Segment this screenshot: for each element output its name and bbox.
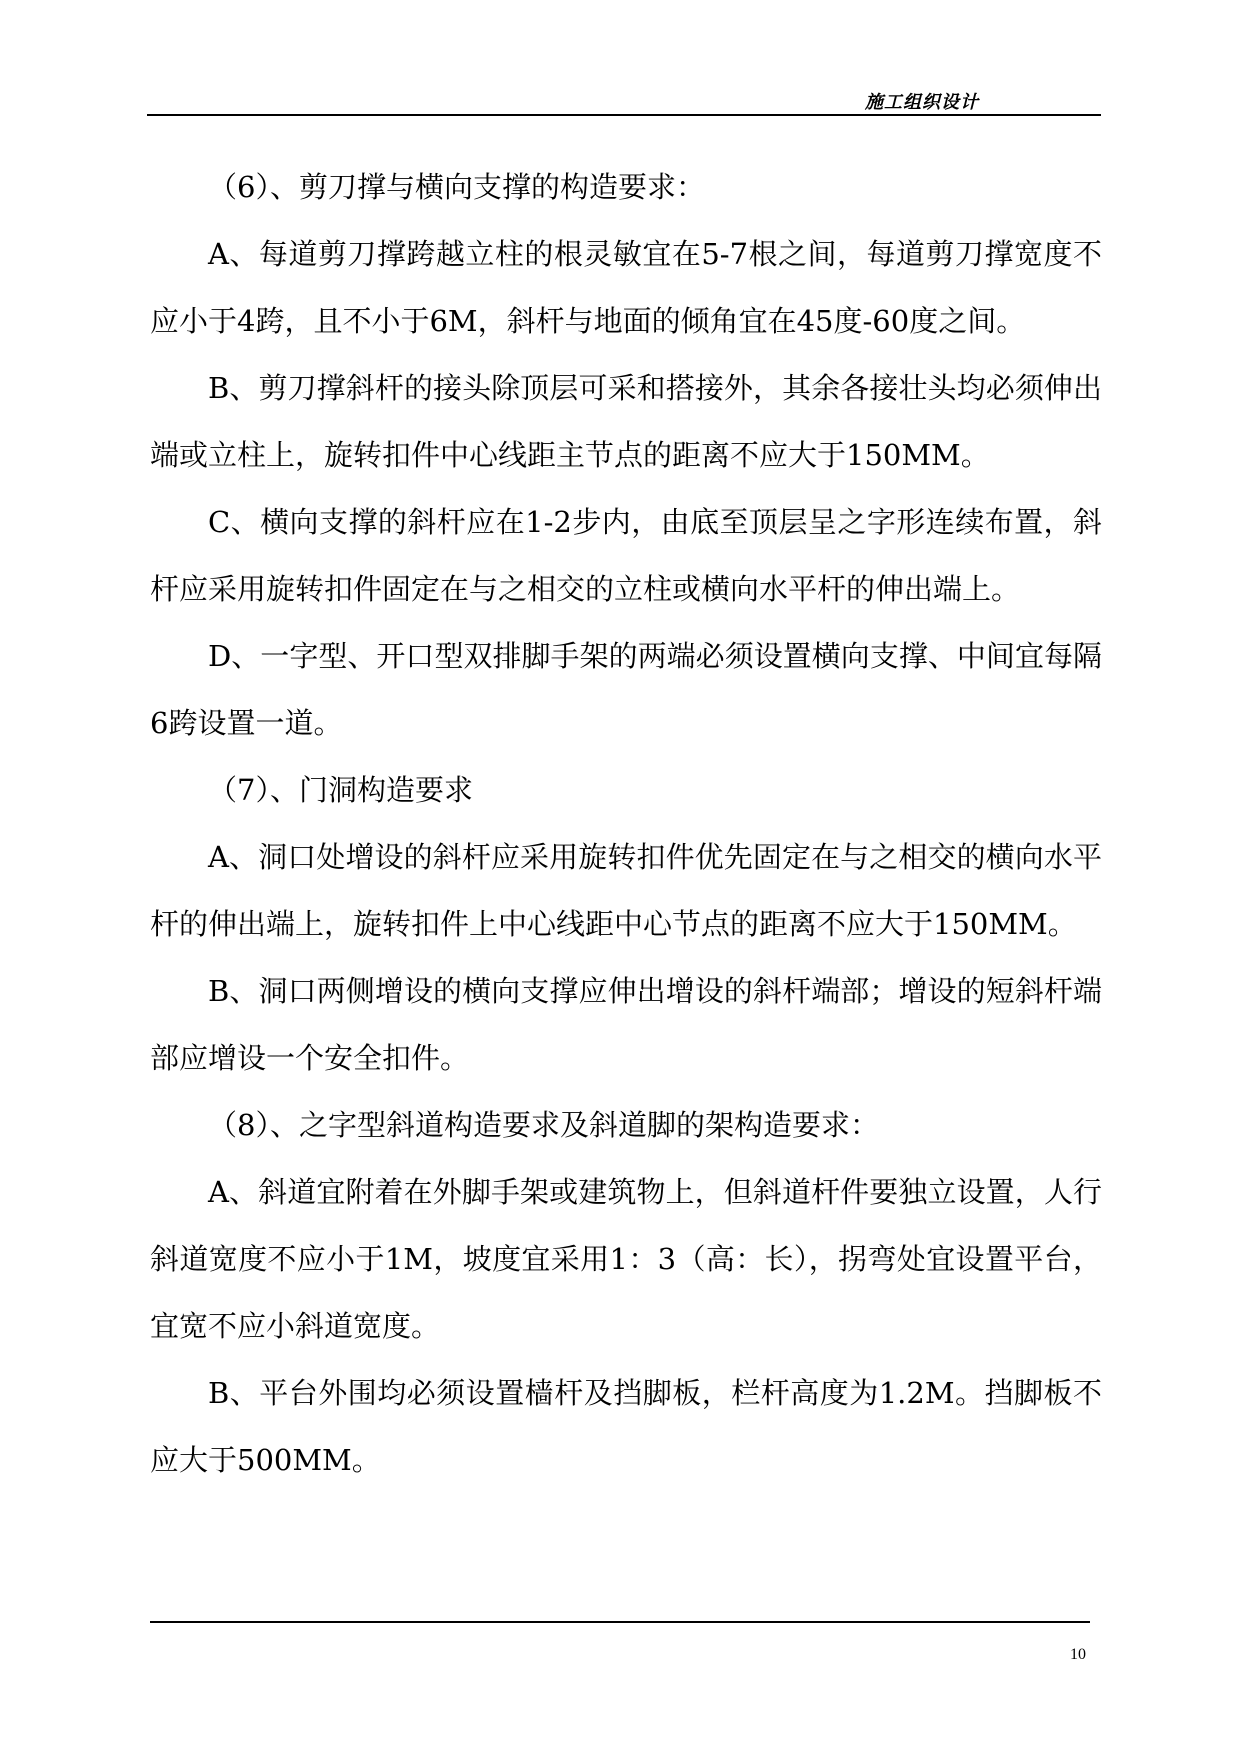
paragraph-7a: A、洞口处增设的斜杆应采用旋转扣件优先固定在与之相交的横向水平杆的伸出端上，旋转扣件上中心线距中心节点的距离不应大于150MM。 <box>150 840 1102 941</box>
section-heading-7: （7）、门洞构造要求 <box>208 773 473 807</box>
paragraph-6d: D、一字型、开口型双排脚手架的两端必须设置横向支撑、中间宜每隔6跨设置一道。 <box>150 639 1102 740</box>
paragraph-7b: B、洞口两侧增设的横向支撑应伸出增设的斜杆端部；增设的短斜杆端部应增设一个安全扣件。 <box>150 974 1102 1075</box>
paragraph-8a: A、斜道宜附着在外脚手架或建筑物上，但斜道杆件要独立设置，人行斜道宽度不应小于1M，坡度宜采用1：3（高：长），拐弯处宜设置平台，宜宽不应小斜道宽度。 <box>150 1175 1102 1343</box>
header-title: 施工组织设计 <box>865 92 979 113</box>
paragraph-6c: C、横向支撑的斜杆应在1-2步内，由底至顶层呈之字形连续布置，斜杆应采用旋转扣件固定在与之相交的立柱或横向水平杆的伸出端上。 <box>150 505 1102 606</box>
paragraph-6b: B、剪刀撑斜杆的接头除顶层可采和搭接外，其余各接壮头均必须伸出端或立柱上，旋转扣件中心线距主节点的距离不应大于150MM。 <box>150 371 1102 472</box>
section-heading-8: （8）、之字型斜道构造要求及斜道脚的架构造要求： <box>208 1108 879 1142</box>
footer-divider <box>150 1621 1090 1623</box>
paragraph-6a: A、每道剪刀撑跨越立柱的根灵敏宜在5-7根之间，每道剪刀撑宽度不应小于4跨，且不小于6M，斜杆与地面的倾角宜在45度-60度之间。 <box>150 237 1102 338</box>
document-body <box>150 154 1102 1494</box>
paragraph-8b: B、平台外围均必须设置樯杆及挡脚板，栏杆高度为1.2M。挡脚板不应大于500MM。 <box>150 1376 1102 1477</box>
header-divider <box>147 114 1101 116</box>
page-number: 10 <box>1070 1646 1086 1663</box>
section-heading-6: （6）、剪刀撑与横向支撑的构造要求： <box>208 170 705 204</box>
